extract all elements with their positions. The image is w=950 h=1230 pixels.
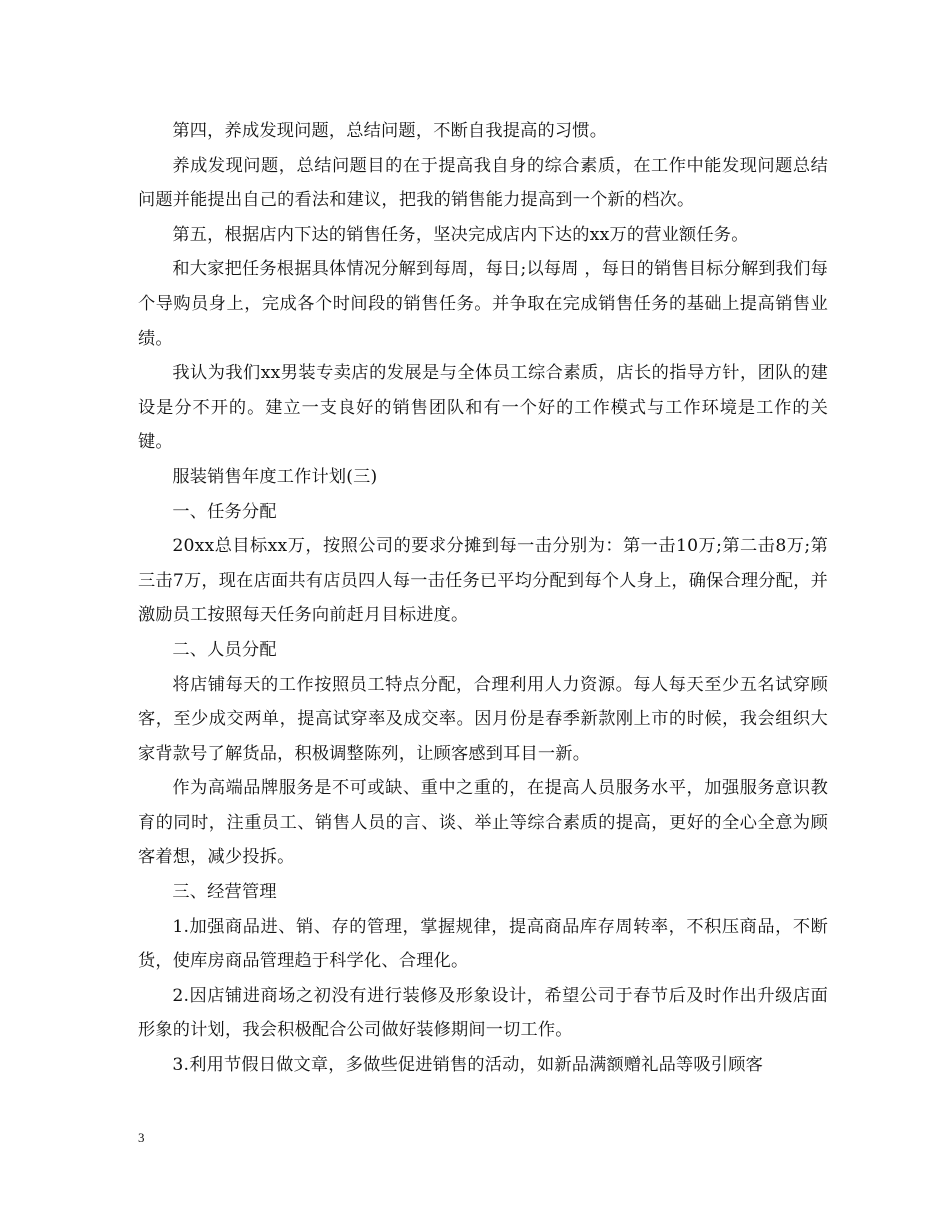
paragraph-10: 2.因店铺进商场之初没有进行装修及形象设计，希望公司于春节后及时作出升级店面形象的计划，我会积极配合公司做好装修期间一切工作。 — [138, 985, 828, 1041]
page-number: 3 — [138, 1130, 145, 1145]
paragraph-9: 1.加强商品进、销、存的管理，掌握规律，提高商品库存周转率，不积压商品，不断货，使库房商品管理趋于科学化、合理化。 — [138, 916, 828, 972]
paragraph-4: 和大家把任务根据具体情况分解到每周，每日;以每周 ，每日的销售目标分解到我们每个导购员身上，完成各个时间段的销售任务。并争取在完成销售任务的基础上提高销售业绩。 — [138, 259, 828, 349]
paragraph-11: 3.利用节假日做文章，多做些促进销售的活动，如新品满额赠礼品等吸引顾客 — [172, 1055, 763, 1076]
heading-staff-allocation: 二、人员分配 — [172, 639, 277, 660]
paragraph-3: 第五，根据店内下达的销售任务，坚决完成店内下达的xx万的营业额任务。 — [172, 224, 749, 245]
heading-operations: 三、经营管理 — [172, 882, 277, 903]
section-title: 服装销售年度工作计划(三) — [172, 466, 378, 487]
paragraph-6: 20xx总目标xx万，按照公司的要求分摊到每一击分别为：第一击10万;第二击8万;第三击7万，现在店面共有店员四人每一击任务已平均分配到每个人身上，确保合理分配，并激励员工按照每天任务向前赶月目标进度。 — [138, 536, 828, 626]
paragraph-2: 养成发现问题，总结问题目的在于提高我自身的综合素质，在工作中能发现问题总结问题并能提出自己的看法和建议，把我的销售能力提高到一个新的档次。 — [138, 155, 828, 211]
document-body — [138, 114, 828, 1083]
heading-task-allocation: 一、任务分配 — [172, 501, 277, 522]
paragraph-5: 我认为我们xx男装专卖店的发展是与全体员工综合素质，店长的指导方针，团队的建设是分不开的。建立一支良好的销售团队和有一个好的工作模式与工作环境是工作的关键。 — [138, 363, 828, 453]
paragraph-8: 作为高端品牌服务是不可或缺、重中之重的，在提高人员服务水平，加强服务意识教育的同时，注重员工、销售人员的言、谈、举止等综合素质的提高，更好的全心全意为顾客着想，减少投拆。 — [138, 778, 828, 868]
paragraph-7: 将店铺每天的工作按照员工特点分配，合理利用人力资源。每人每天至少五名试穿顾客，至少成交两单，提高试穿率及成交率。因月份是春季新款刚上市的时候，我会组织大家背款号了解货品，积极调整陈列，让顾客感到耳目一新。 — [138, 674, 828, 764]
paragraph-1: 第四，养成发现问题，总结问题，不断自我提高的习惯。 — [172, 121, 608, 141]
